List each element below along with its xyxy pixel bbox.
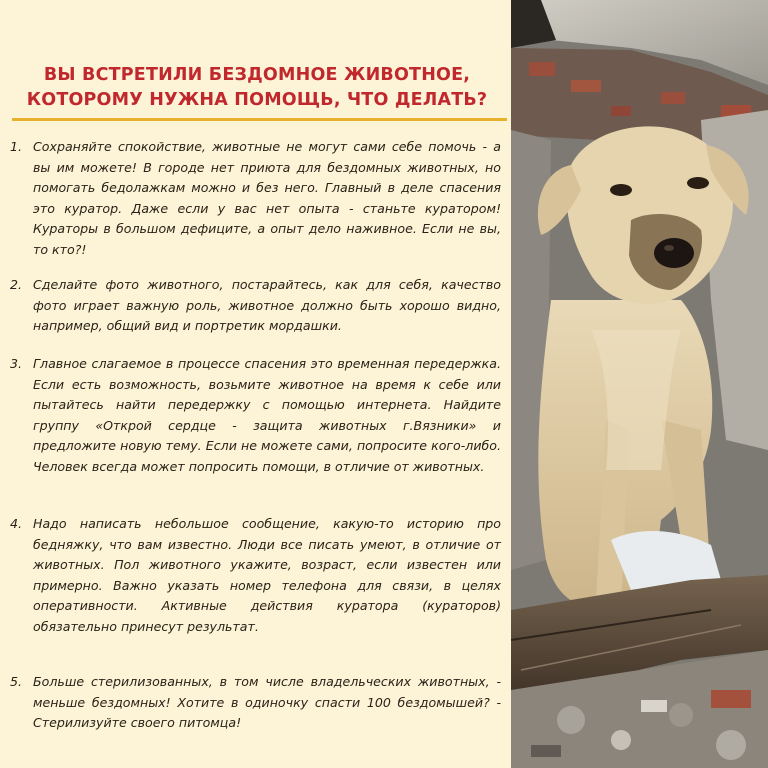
- list-item-1: [10, 137, 501, 261]
- list-item-number: 5.: [10, 674, 23, 689]
- list-item-text: Сделайте фото животного, постарайтесь, как для себя, качество фото играет важную роль, животное должно быть хорошо видно, например, общий вид и портретик мордашки.: [33, 277, 501, 334]
- list-item-text: Больше стерилизованных, в том числе владельческих животных, - меньше бездомных! Хотите в одиночку спасти 100 бездомышей? - Стерилизуйте своего питомца!: [33, 674, 501, 731]
- title-line-1: ВЫ ВСТРЕТИЛИ БЕЗДОМНОЕ ЖИВОТНОЕ,: [43, 65, 471, 85]
- title-underline: [12, 118, 507, 121]
- list-item-3: [10, 354, 501, 478]
- list-item-number: 2.: [10, 277, 23, 292]
- page-title: [12, 63, 502, 113]
- list-item-4: [10, 514, 501, 638]
- list-item-text: Главное слагаемое в процессе спасения это временная передержка. Если есть возможность, возьмите животное на время к себе или пытайтесь найти передержку с помощью интернета. Найдите группу «Открой сердце - защита животных г.Вязники» и предложите новую тему. Если не можете сами, попросите кого-либо. Человек всегда может попросить помощи, в отличие от животных.: [33, 356, 501, 474]
- list-item-number: 3.: [10, 356, 23, 371]
- puppy-photo: [511, 0, 768, 768]
- list-item-2: [10, 275, 501, 337]
- list-item-number: 1.: [10, 139, 23, 154]
- puppy-photo-icon: [511, 0, 768, 768]
- title-line-2: КОТОРОМУ НУЖНА ПОМОЩЬ, ЧТО ДЕЛАТЬ?: [26, 90, 488, 110]
- list-item-number: 4.: [10, 516, 23, 531]
- list-item-text: Надо написать небольшое сообщение, какую-то историю про бедняжку, что вам известно. Люди все писать умеют, в отличие от животных. Пол животного укажите, возраст, если известен или примерно. Важно указать номер телефона для связи, в целях оперативности. Активные действия куратора (кураторов) обязательно принесут результат.: [33, 516, 501, 634]
- list-item-5: [10, 672, 501, 734]
- list-item-text: Сохраняйте спокойствие, животные не могут сами себе помочь - а вы им можете! В городе нет приюта для бездомных животных, но помогать бедолажкам можно и без него. Главный в деле спасения это куратор. Даже если у вас нет опыта - станьте куратором! Кураторы в большом дефиците, а опыт дело наживное. Если не вы, то кто?!: [33, 139, 501, 257]
